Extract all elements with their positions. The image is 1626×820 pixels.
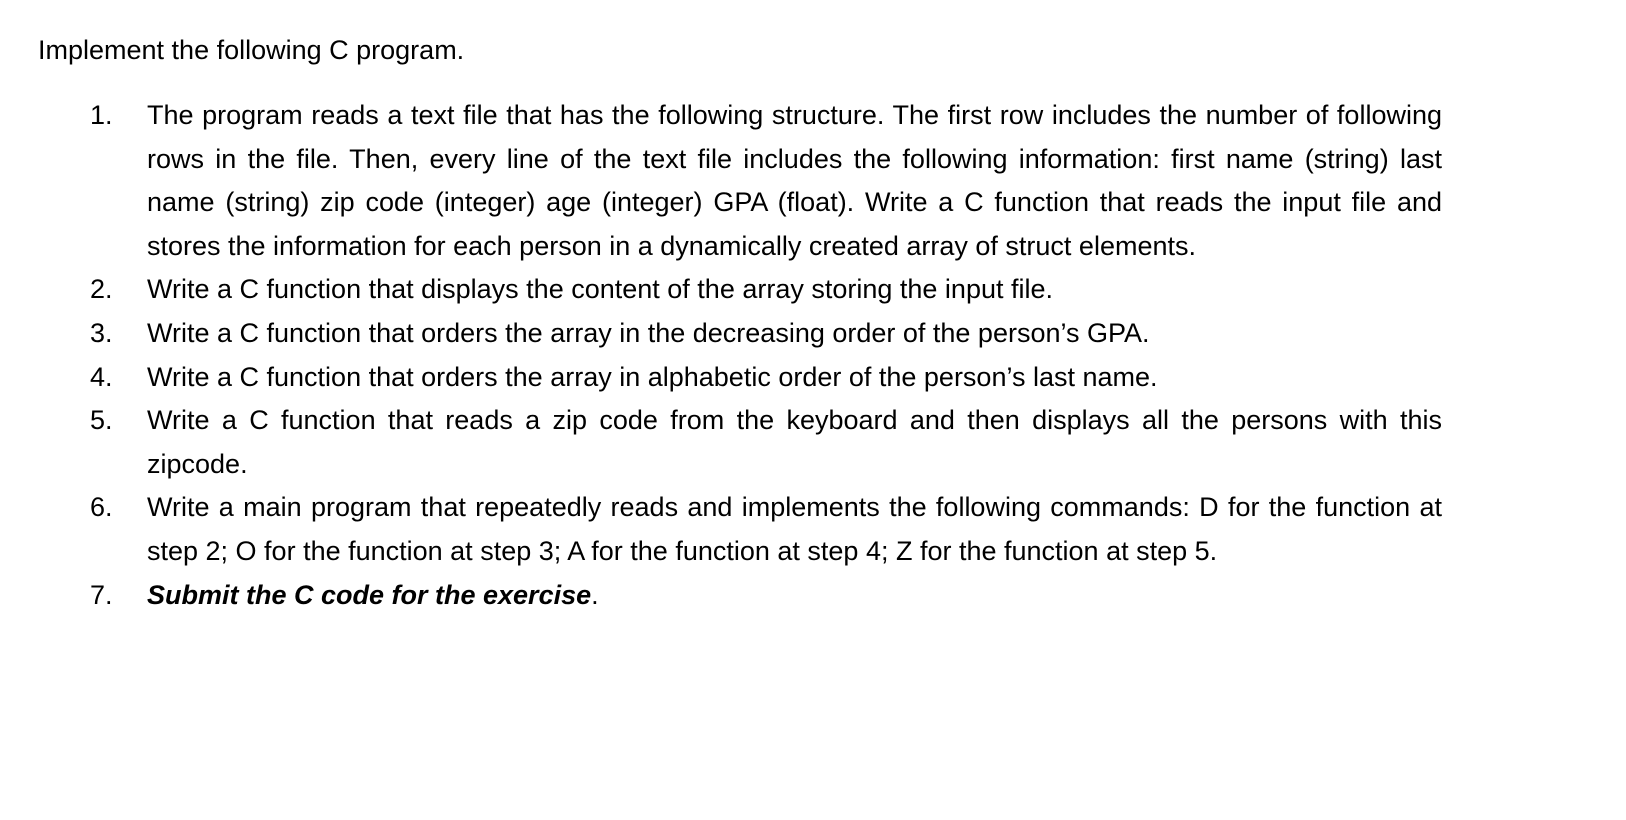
task-item-5 [82,399,1442,486]
task-text: Write a C function that displays the content of the array storing the input file. [147,274,1053,305]
task-text: The program reads a text file that has the following structure. The first row includes the number of following rows in the file. Then, every line of the text file includes the following information: first name (string) last name (string) zip code (integer) age (integer) GPA (float). Write a C function that reads the input file and stores the information for each person in a dynamically created array of struct elements. [147,100,1442,261]
task-list [82,94,1442,617]
task-number: 2. [90,274,113,305]
task-text [147,580,599,610]
task-item-4 [82,356,1442,400]
task-tail-text: . [591,579,599,610]
task-text: Write a main program that repeatedly reads and implements the following commands: D for the function at step 2; O for the function at step 3; A for the function at step 4; Z for the function at step 5. [147,492,1442,566]
task-number: 7. [90,579,113,610]
task-number: 4. [90,361,113,392]
task-number: 3. [90,317,113,348]
task-item-1 [82,94,1442,268]
task-emphasis-text: Submit the C code for the exercise [147,579,592,610]
task-number: 5. [90,405,113,436]
task-item-3 [82,312,1442,356]
task-item-7 [82,574,1442,618]
task-text: Write a C function that reads a zip code from the keyboard and then displays all the persons with this zipcode. [147,405,1442,479]
task-item-2 [82,268,1442,312]
task-number: 6. [90,492,113,523]
intro-text: Implement the following C program. [38,35,465,65]
task-text: Write a C function that orders the array in alphabetic order of the person’s last name. [147,361,1158,392]
task-text: Write a C function that orders the array in the decreasing order of the person’s GPA. [147,317,1150,348]
task-item-6 [82,486,1442,573]
task-number: 1. [90,100,113,130]
